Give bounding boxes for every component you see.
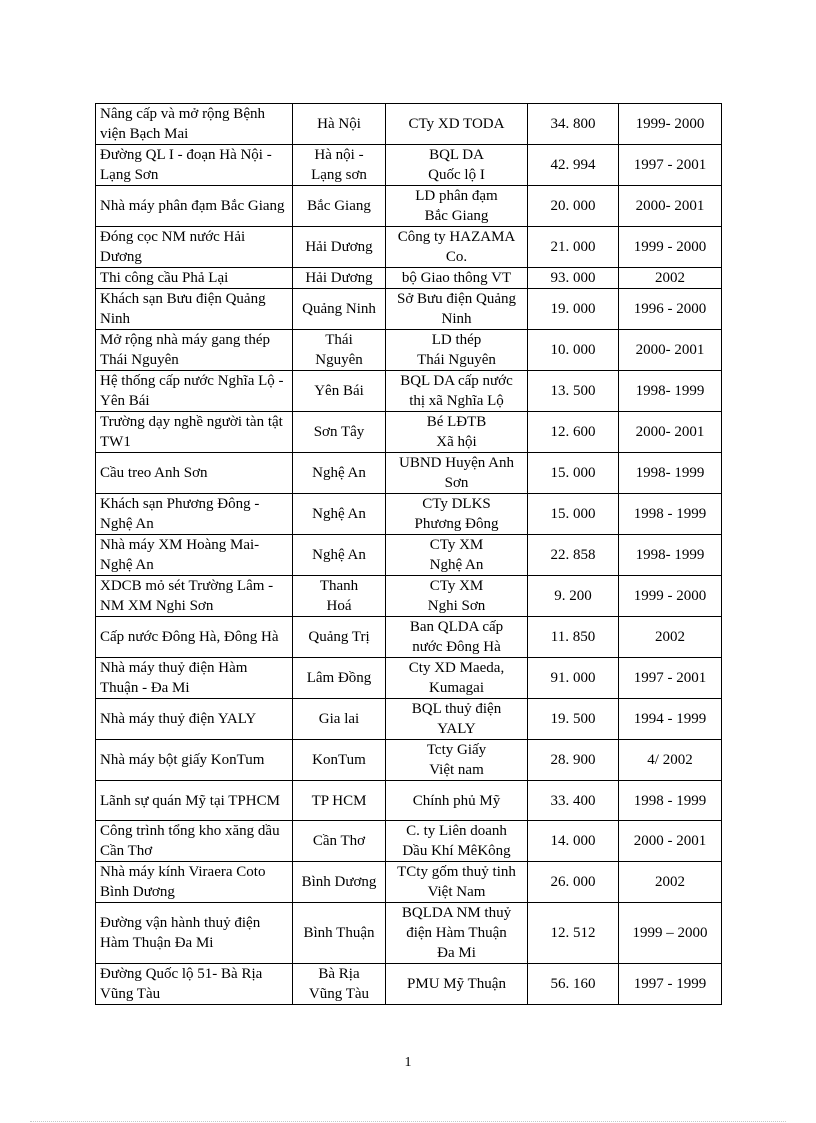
cell-owner — [386, 699, 528, 740]
table-row — [96, 412, 722, 453]
cell-period — [619, 289, 722, 330]
table-row — [96, 781, 722, 821]
cell-period-text: 2000- 2001 — [635, 342, 705, 358]
table-row — [96, 186, 722, 227]
cell-project — [96, 964, 293, 1005]
cell-location-text: KonTum — [312, 752, 366, 768]
table-row — [96, 658, 722, 699]
cell-period-text: 1999- 2000 — [635, 116, 705, 132]
cell-location-text: Nghệ An — [312, 506, 366, 522]
cell-location-text: Bình Dương — [301, 874, 377, 890]
cell-location — [293, 535, 386, 576]
cell-owner — [386, 104, 528, 145]
cell-owner-text: bộ Giao thông VT — [401, 270, 512, 286]
cell-owner — [386, 268, 528, 289]
cell-owner-text: CTy XM Nghệ An — [429, 537, 484, 573]
cell-value — [528, 104, 619, 145]
cell-value-text: 20. 000 — [550, 198, 596, 214]
cell-owner — [386, 186, 528, 227]
cell-period-text: 1998 - 1999 — [633, 792, 707, 809]
cell-project — [96, 699, 293, 740]
cell-project — [96, 371, 293, 412]
cell-period-text: 1997 - 2001 — [633, 157, 707, 173]
cell-owner — [386, 145, 528, 186]
cell-period-text: 4/ 2002 — [647, 752, 693, 768]
cell-period — [619, 658, 722, 699]
table-row — [96, 104, 722, 145]
cell-project — [96, 862, 293, 903]
cell-project — [96, 104, 293, 145]
cell-period-text: 1997 - 1999 — [633, 976, 707, 992]
cell-value-text: 9. 200 — [554, 588, 592, 604]
cell-period-text: 1998- 1999 — [635, 383, 705, 399]
cell-owner-text: BQL DA cấp nước thị xã Nghĩa Lộ — [400, 373, 513, 409]
cell-period — [619, 453, 722, 494]
cell-location — [293, 576, 386, 617]
cell-period-text: 1999 - 2000 — [633, 239, 707, 255]
table-row — [96, 535, 722, 576]
table-row — [96, 617, 722, 658]
cell-value-text: 14. 000 — [550, 833, 596, 849]
cell-owner-text: PMU Mỹ Thuận — [407, 976, 506, 992]
cell-value — [528, 740, 619, 781]
cell-period-text: 2000- 2001 — [635, 424, 705, 440]
cell-project — [96, 903, 293, 964]
table-row — [96, 145, 722, 186]
cell-project — [96, 453, 293, 494]
cell-project — [96, 227, 293, 268]
cell-location-text: Quảng Trị — [308, 629, 370, 645]
cell-location-text: Cần Thơ — [312, 833, 366, 849]
cell-location — [293, 821, 386, 862]
cell-value — [528, 862, 619, 903]
projects-table — [95, 103, 722, 1005]
cell-value-text: 91. 000 — [550, 670, 596, 686]
cell-owner — [386, 740, 528, 781]
cell-value — [528, 699, 619, 740]
projects-table-body — [96, 104, 722, 1005]
cell-project-text: Đường Quốc lộ 51- Bà Rịa Vũng Tàu — [100, 966, 263, 1002]
cell-value — [528, 781, 619, 821]
cell-value-text: 19. 000 — [550, 301, 596, 317]
cell-project-text: Thi công cầu Phả Lại — [100, 270, 229, 286]
cell-location — [293, 289, 386, 330]
cell-project-text: Trường dạy nghề người tàn tật TW1 — [100, 414, 283, 450]
cell-value-text: 15. 000 — [550, 506, 596, 522]
cell-owner-text: Ban QLDA cấp nước Đông Hà — [409, 619, 504, 655]
table-row — [96, 371, 722, 412]
cell-project-text: Đóng cọc NM nước Hải Dương — [100, 229, 246, 265]
cell-owner-text: LD thép Thái Nguyên — [417, 332, 496, 368]
table-row — [96, 903, 722, 964]
cell-location — [293, 658, 386, 699]
cell-owner — [386, 330, 528, 371]
table-row — [96, 227, 722, 268]
cell-owner-text: Sở Bưu điện Quảng Ninh — [397, 291, 516, 327]
cell-project — [96, 617, 293, 658]
cell-owner — [386, 412, 528, 453]
cell-value-text: 33. 400 — [550, 792, 596, 809]
cell-project-text: Nhà máy phân đạm Bắc Giang — [100, 198, 285, 214]
cell-project — [96, 330, 293, 371]
cell-value — [528, 453, 619, 494]
cell-period — [619, 821, 722, 862]
cell-period — [619, 781, 722, 821]
cell-project — [96, 268, 293, 289]
cell-period-text: 2000- 2001 — [635, 198, 705, 214]
cell-value-text: 42. 994 — [550, 157, 596, 173]
cell-project — [96, 576, 293, 617]
cell-project — [96, 145, 293, 186]
table-row — [96, 576, 722, 617]
cell-location-text: Bà Rịa Vũng Tàu — [308, 966, 370, 1002]
cell-period-text: 1994 - 1999 — [633, 711, 707, 727]
cell-value-text: 10. 000 — [550, 342, 596, 358]
table-row — [96, 330, 722, 371]
cell-project-text: Nhà máy thuỷ điện YALY — [100, 711, 257, 727]
cell-value-text: 15. 000 — [550, 465, 596, 481]
cell-value — [528, 289, 619, 330]
cell-value — [528, 617, 619, 658]
cell-owner-text: Công ty HAZAMA Co. — [397, 229, 516, 265]
cell-value-text: 13. 500 — [550, 383, 596, 399]
cell-owner — [386, 781, 528, 821]
cell-owner — [386, 371, 528, 412]
cell-location — [293, 227, 386, 268]
cell-location — [293, 330, 386, 371]
cell-value — [528, 412, 619, 453]
cell-value — [528, 964, 619, 1005]
cell-period — [619, 494, 722, 535]
cell-project-text: Lãnh sự quán Mỹ tại TPHCM — [100, 792, 280, 809]
cell-owner-text: BQLDA NM thuỷ điện Hàm Thuận Đa Mi — [401, 905, 512, 961]
cell-project — [96, 821, 293, 862]
cell-value-text: 26. 000 — [550, 874, 596, 890]
cell-value — [528, 576, 619, 617]
table-row — [96, 453, 722, 494]
cell-location-text: TP HCM — [311, 792, 367, 809]
cell-owner-text: LD phân đạm Bắc Giang — [415, 188, 498, 224]
cell-location-text: Lâm Đồng — [306, 670, 372, 686]
cell-owner-text: CTy XD TODA — [408, 116, 505, 132]
page-bottom-border — [30, 1121, 786, 1122]
cell-period-text: 2002 — [655, 270, 685, 286]
cell-project — [96, 186, 293, 227]
cell-period — [619, 186, 722, 227]
cell-owner — [386, 821, 528, 862]
cell-project-text: Khách sạn Bưu điện Quảng Ninh — [100, 291, 266, 327]
table-row — [96, 821, 722, 862]
cell-period-text: 2002 — [655, 874, 685, 890]
cell-period — [619, 699, 722, 740]
cell-owner-text: UBND Huyện Anh Sơn — [399, 455, 514, 491]
cell-project-text: Cấp nước Đông Hà, Đông Hà — [100, 629, 279, 645]
cell-period-text: 1998- 1999 — [635, 547, 705, 563]
cell-location — [293, 903, 386, 964]
cell-value — [528, 494, 619, 535]
cell-owner-text: Cty XD Maeda, Kumagai — [408, 660, 505, 696]
cell-owner — [386, 535, 528, 576]
table-row — [96, 268, 722, 289]
cell-owner-text: Bé LĐTB Xã hội — [426, 414, 487, 450]
cell-owner-text: BQL DA Quốc lộ I — [428, 147, 485, 183]
cell-value-text: 93. 000 — [550, 270, 596, 286]
cell-period — [619, 535, 722, 576]
cell-location-text: Thanh Hoá — [319, 578, 359, 614]
cell-owner — [386, 453, 528, 494]
table-row — [96, 964, 722, 1005]
cell-value-text: 22. 858 — [550, 547, 596, 563]
cell-period — [619, 371, 722, 412]
cell-value — [528, 186, 619, 227]
cell-location-text: Bình Thuận — [303, 925, 375, 941]
cell-project-text: Hệ thống cấp nước Nghĩa Lộ - Yên Bái — [100, 373, 284, 409]
cell-location-text: Sơn Tây — [313, 424, 365, 440]
table-row — [96, 289, 722, 330]
cell-project-text: XDCB mỏ sét Trường Lâm - NM XM Nghi Sơn — [100, 578, 274, 614]
cell-value — [528, 535, 619, 576]
table-row — [96, 740, 722, 781]
cell-location — [293, 145, 386, 186]
cell-period — [619, 903, 722, 964]
cell-period — [619, 740, 722, 781]
cell-value — [528, 330, 619, 371]
cell-location — [293, 494, 386, 535]
cell-owner-text: CTy DLKS Phương Đông — [414, 496, 499, 532]
cell-value — [528, 227, 619, 268]
cell-project — [96, 781, 293, 821]
cell-location — [293, 186, 386, 227]
cell-owner-text: TCty gốm thuỷ tinh Việt Nam — [397, 864, 516, 900]
cell-location — [293, 371, 386, 412]
cell-period-text: 1998- 1999 — [635, 465, 705, 481]
cell-value — [528, 145, 619, 186]
cell-owner — [386, 862, 528, 903]
cell-location-text: Quảng Ninh — [302, 301, 376, 317]
cell-value — [528, 903, 619, 964]
table-row — [96, 494, 722, 535]
cell-owner — [386, 964, 528, 1005]
cell-location-text: Thái Nguyên — [315, 332, 363, 368]
cell-location — [293, 617, 386, 658]
cell-location-text: Hà Nội — [317, 116, 361, 132]
cell-period-text: 1999 - 2000 — [633, 588, 707, 604]
cell-value-text: 34. 800 — [550, 116, 596, 132]
cell-period — [619, 145, 722, 186]
cell-project-text: Nhà máy thuỷ điện Hàm Thuận - Đa Mi — [100, 660, 248, 696]
cell-location — [293, 862, 386, 903]
cell-owner — [386, 227, 528, 268]
cell-value-text: 12. 512 — [550, 925, 596, 941]
cell-period — [619, 862, 722, 903]
cell-period-text: 1999 – 2000 — [632, 925, 708, 941]
cell-value — [528, 821, 619, 862]
cell-value-text: 12. 600 — [550, 424, 596, 440]
cell-project-text: Nhà máy kính Viraera Coto Bình Dương — [100, 864, 266, 900]
cell-period — [619, 412, 722, 453]
cell-project-text: Đường QL I - đoạn Hà Nội - Lạng Sơn — [100, 147, 272, 183]
cell-location-text: Gia lai — [318, 711, 360, 727]
cell-period-text: 2002 — [655, 629, 685, 645]
cell-project-text: Mở rộng nhà máy gang thép Thái Nguyên — [100, 332, 270, 368]
cell-project — [96, 412, 293, 453]
cell-location-text: Yên Bái — [314, 383, 364, 399]
cell-value-text: 11. 850 — [550, 629, 596, 645]
cell-period-text: 1996 - 2000 — [633, 301, 707, 317]
cell-owner — [386, 576, 528, 617]
cell-project — [96, 535, 293, 576]
cell-project-text: Cầu treo Anh Sơn — [100, 465, 208, 481]
cell-value-text: 21. 000 — [550, 239, 596, 255]
page-number: 1 — [404, 1055, 412, 1070]
cell-project-text: Đường vận hành thuỷ điện Hàm Thuận Đa Mi — [100, 915, 261, 951]
table-row — [96, 699, 722, 740]
cell-owner — [386, 617, 528, 658]
cell-owner-text: CTy XM Nghi Sơn — [427, 578, 486, 614]
cell-value-text: 56. 160 — [550, 976, 596, 992]
cell-location-text: Hải Dương — [305, 239, 373, 255]
cell-location — [293, 412, 386, 453]
cell-owner — [386, 903, 528, 964]
cell-value — [528, 658, 619, 699]
cell-period — [619, 617, 722, 658]
cell-project-text: Khách sạn Phương Đông - Nghệ An — [100, 496, 260, 532]
cell-owner-text: C. ty Liên doanh Dầu Khí MêKông — [402, 823, 511, 859]
cell-location-text: Hải Dương — [305, 270, 373, 286]
cell-location — [293, 699, 386, 740]
cell-value — [528, 371, 619, 412]
cell-project — [96, 658, 293, 699]
table-row — [96, 862, 722, 903]
cell-location — [293, 453, 386, 494]
cell-period-text: 1998 - 1999 — [633, 506, 707, 522]
cell-owner-text: Tcty Giấy Việt nam — [426, 742, 487, 778]
cell-project — [96, 740, 293, 781]
cell-location — [293, 104, 386, 145]
cell-period-text: 1997 - 2001 — [633, 670, 707, 686]
cell-value-text: 28. 900 — [550, 752, 596, 768]
cell-owner — [386, 658, 528, 699]
cell-project-text: Nhà máy XM Hoàng Mai- Nghệ An — [100, 537, 260, 573]
cell-project-text: Công trình tổng kho xăng dầu Cần Thơ — [100, 823, 280, 859]
cell-location — [293, 964, 386, 1005]
cell-period-text: 2000 - 2001 — [633, 833, 707, 849]
cell-period — [619, 576, 722, 617]
cell-location-text: Nghệ An — [312, 465, 366, 481]
cell-project — [96, 289, 293, 330]
cell-location — [293, 268, 386, 289]
cell-location — [293, 740, 386, 781]
cell-period — [619, 227, 722, 268]
cell-project-text: Nâng cấp và mở rộng Bệnh viện Bạch Mai — [100, 106, 265, 142]
cell-value — [528, 268, 619, 289]
cell-period — [619, 104, 722, 145]
cell-project-text: Nhà máy bột giấy KonTum — [100, 752, 265, 768]
cell-owner — [386, 494, 528, 535]
cell-location-text: Bắc Giang — [307, 198, 371, 214]
cell-period — [619, 330, 722, 371]
cell-value-text: 19. 500 — [550, 711, 596, 727]
cell-project — [96, 494, 293, 535]
cell-owner-text: BQL thuỷ điện YALY — [411, 701, 502, 737]
cell-period — [619, 964, 722, 1005]
cell-location — [293, 781, 386, 821]
cell-period — [619, 268, 722, 289]
cell-location-text: Hà nội - Lạng sơn — [311, 147, 367, 183]
cell-owner-text: Chính phủ Mỹ — [412, 792, 501, 809]
cell-owner — [386, 289, 528, 330]
cell-location-text: Nghệ An — [312, 547, 366, 563]
